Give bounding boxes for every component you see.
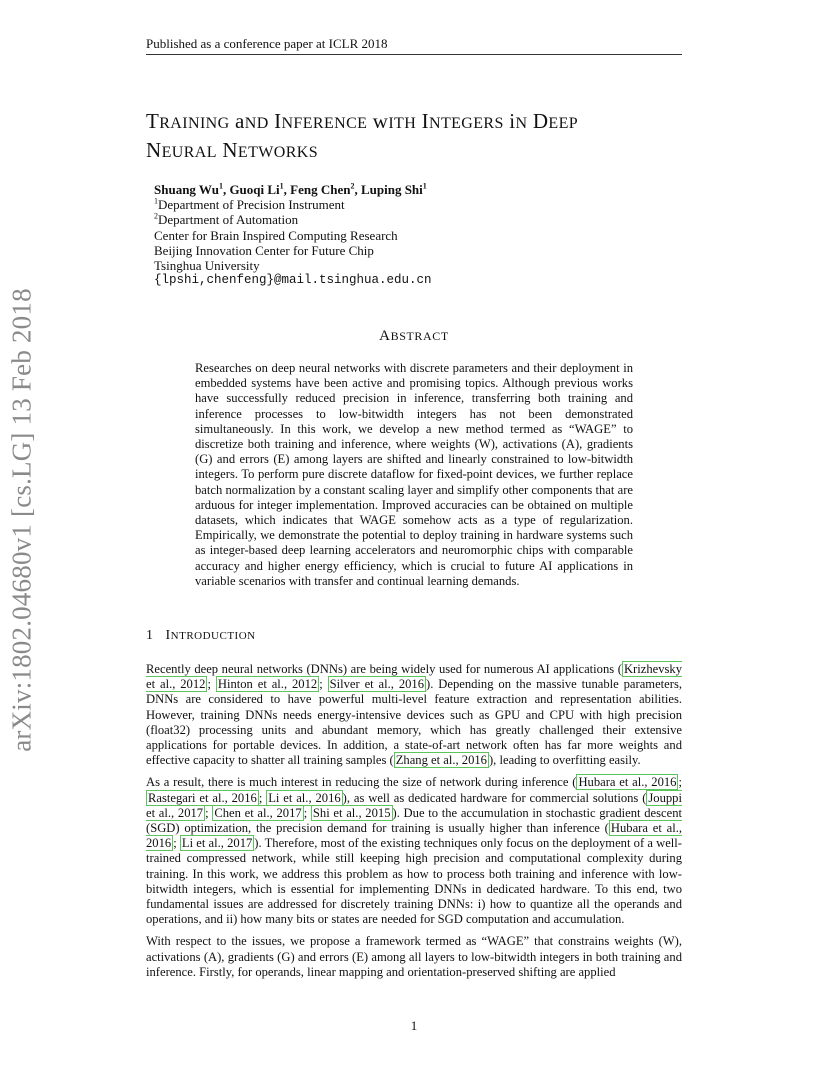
citation-link[interactable]: Hinton et al., 2012 — [217, 677, 318, 692]
author-names: Shuang Wu$^1$, Guoqi Li$^1$, Feng Chen$^2$, Luping Shi$^1$ — [154, 181, 427, 197]
section-title: INTRODUCTION — [165, 628, 256, 643]
abstract-text: Researches on deep neural networks with discrete parameters and their deployment in embedded systems have been active and promising topics. Although previous works have successfully reduced precision in inference, transferring both training and inference processes to low-bitwidth integers has not been demonstrated simultaneously. In this work, we develop a new method termed as “WAGE” to discretize both training and inference, where weights (W), activations (A), gradients (G) and errors (E) among layers are shifted and linearly constrained to low-bitwidth integers. To perform pure discrete dataflow for fixed-point devices, we further replace batch normalization by a constant scaling layer and simplify other components that are arduous for integer implementation. Improved accuracies can be obtained on multiple datasets, which indicates that WAGE somehow acts as a type of regularization. Empirically, we demonstrate the potential to deploy training in hardware systems such as integer-based deep learning accelerators and neuromorphic chips with comparable accuracy and higher energy efficiency, which is crucial to future AI applications in variable scenarios with transfer and continual learning demands. — [195, 361, 633, 588]
arxiv-identifier: arXiv:1802.04680v1 [cs.LG] 13 Feb 2018 — [6, 288, 37, 752]
author-name: Luping Shi$^1$ — [360, 181, 427, 197]
affiliation-line: Center for Brain Inspired Computing Research — [154, 227, 398, 243]
author-block — [154, 182, 654, 288]
affiliations — [154, 197, 654, 273]
citation-link[interactable]: Krizhevsky et al., 2012 — [146, 662, 682, 692]
citation-link[interactable]: Hubara et al., 2016 — [146, 821, 683, 851]
abstract-heading: ABSTRACT — [379, 328, 449, 344]
affiliation-line: $^1$Department of Precision Instrument — [154, 196, 345, 213]
affiliation-line: $^2$Department of Automation — [154, 212, 299, 228]
arxiv-sidebar — [2, 288, 42, 752]
citation-link[interactable]: Silver et al., 2016 — [329, 677, 425, 692]
citation-link[interactable]: Hubara et al., 2016 — [578, 775, 677, 790]
citation-link[interactable]: Chen et al., 2017 — [214, 805, 302, 820]
title-line-2: NEURAL NETWORKS — [146, 138, 319, 162]
citation-link[interactable]: Li et al., 2017 — [181, 836, 253, 851]
citation-link[interactable]: Zhang et al., 2016 — [395, 753, 487, 768]
citation-link[interactable]: Li et al., 2016 — [268, 790, 341, 805]
title-line-1: TRAINING aND INFERENCE wITH INTEGERS iN DEEP — [146, 109, 579, 133]
affiliation-line: Beijing Innovation Center for Future Chip — [154, 242, 374, 258]
author-email: {lpshi,chenfeng}@mail.tsinghua.edu.cn — [154, 273, 432, 288]
author-name: Shuang Wu$^1$ — [154, 181, 223, 197]
body-paragraph: With respect to the issues, we propose a framework termed as “WAGE” that constrains weights (W), activations (A), gradients (G) and errors (E) among all layers to low-bitwidth integers in both training and inference. Firstly, for operands, linear mapping and orientation-preserved shifting are applied — [146, 934, 682, 979]
citation-link[interactable]: Rastegari et al., 2016 — [148, 790, 257, 805]
section-heading — [146, 628, 256, 644]
paper-title — [146, 108, 706, 166]
affiliation-line: Tsinghua University — [154, 258, 260, 274]
author-name: Guoqi Li$^1$ — [229, 181, 284, 197]
running-header: Published as a conference paper at ICLR 2018 — [146, 36, 682, 55]
author-name: Feng Chen$^2$ — [290, 181, 355, 197]
body-paragraph: As a result, there is much interest in reducing the size of network during inference ( Hubara et al., 2016 ; Rastegari et al., 2016 ; Li et al., 2016 ), as well as dedicated hardware for commercial solutions ( Jouppi et al., 2017 ; Chen et al., 2017 ; Shi et al., 2015 ). Due to the accumulation in stochastic gradient descent (SGD) optimization, the precision demand for training is usually higher than inference ( Hubara et al., 2016 ; Li et al., 2017 ). Therefore, most of the existing techniques only focus on the deployment of a well-trained compressed network, while still keeping high precision and computational complexity during training. In this work, we address this problem as how to process both training and inference with low-bitwidth integers, which is essential for implementing DNNs in dedicated hardware. To this end, two fundamental issues are addressed for discretely training DNNs: i) how to quantize all the operands and operations, and ii) how many bits or states are needed for SGD computation and accumulation. — [146, 775, 683, 927]
body-paragraph: Recently deep neural networks (DNNs) are being widely used for numerous AI applications ( Krizhevsky et al., 2012 ; Hinton et al., 2012 ; Silver et al., 2016 ). Depending on the massive tunable parameters, DNNs are considered to have powerful multi-level feature extraction and representation abilities. However, training DNNs needs energy-intensive devices such as GPU and CPU with high precision (float32) processing units and abundant memory, which has greatly challenged their extensive applications for portable devices. In addition, a state-of-art network often has far more weights and effective capacity to shatter all training samples ( Zhang et al., 2016 ), leading to overfitting easily. — [146, 662, 683, 768]
citation-link[interactable]: Jouppi et al., 2017 — [146, 790, 682, 820]
body-text — [146, 662, 682, 987]
citation-link[interactable]: Shi et al., 2015 — [312, 805, 391, 820]
section-number: 1 — [146, 628, 154, 643]
page-number: 1 — [410, 1018, 418, 1033]
